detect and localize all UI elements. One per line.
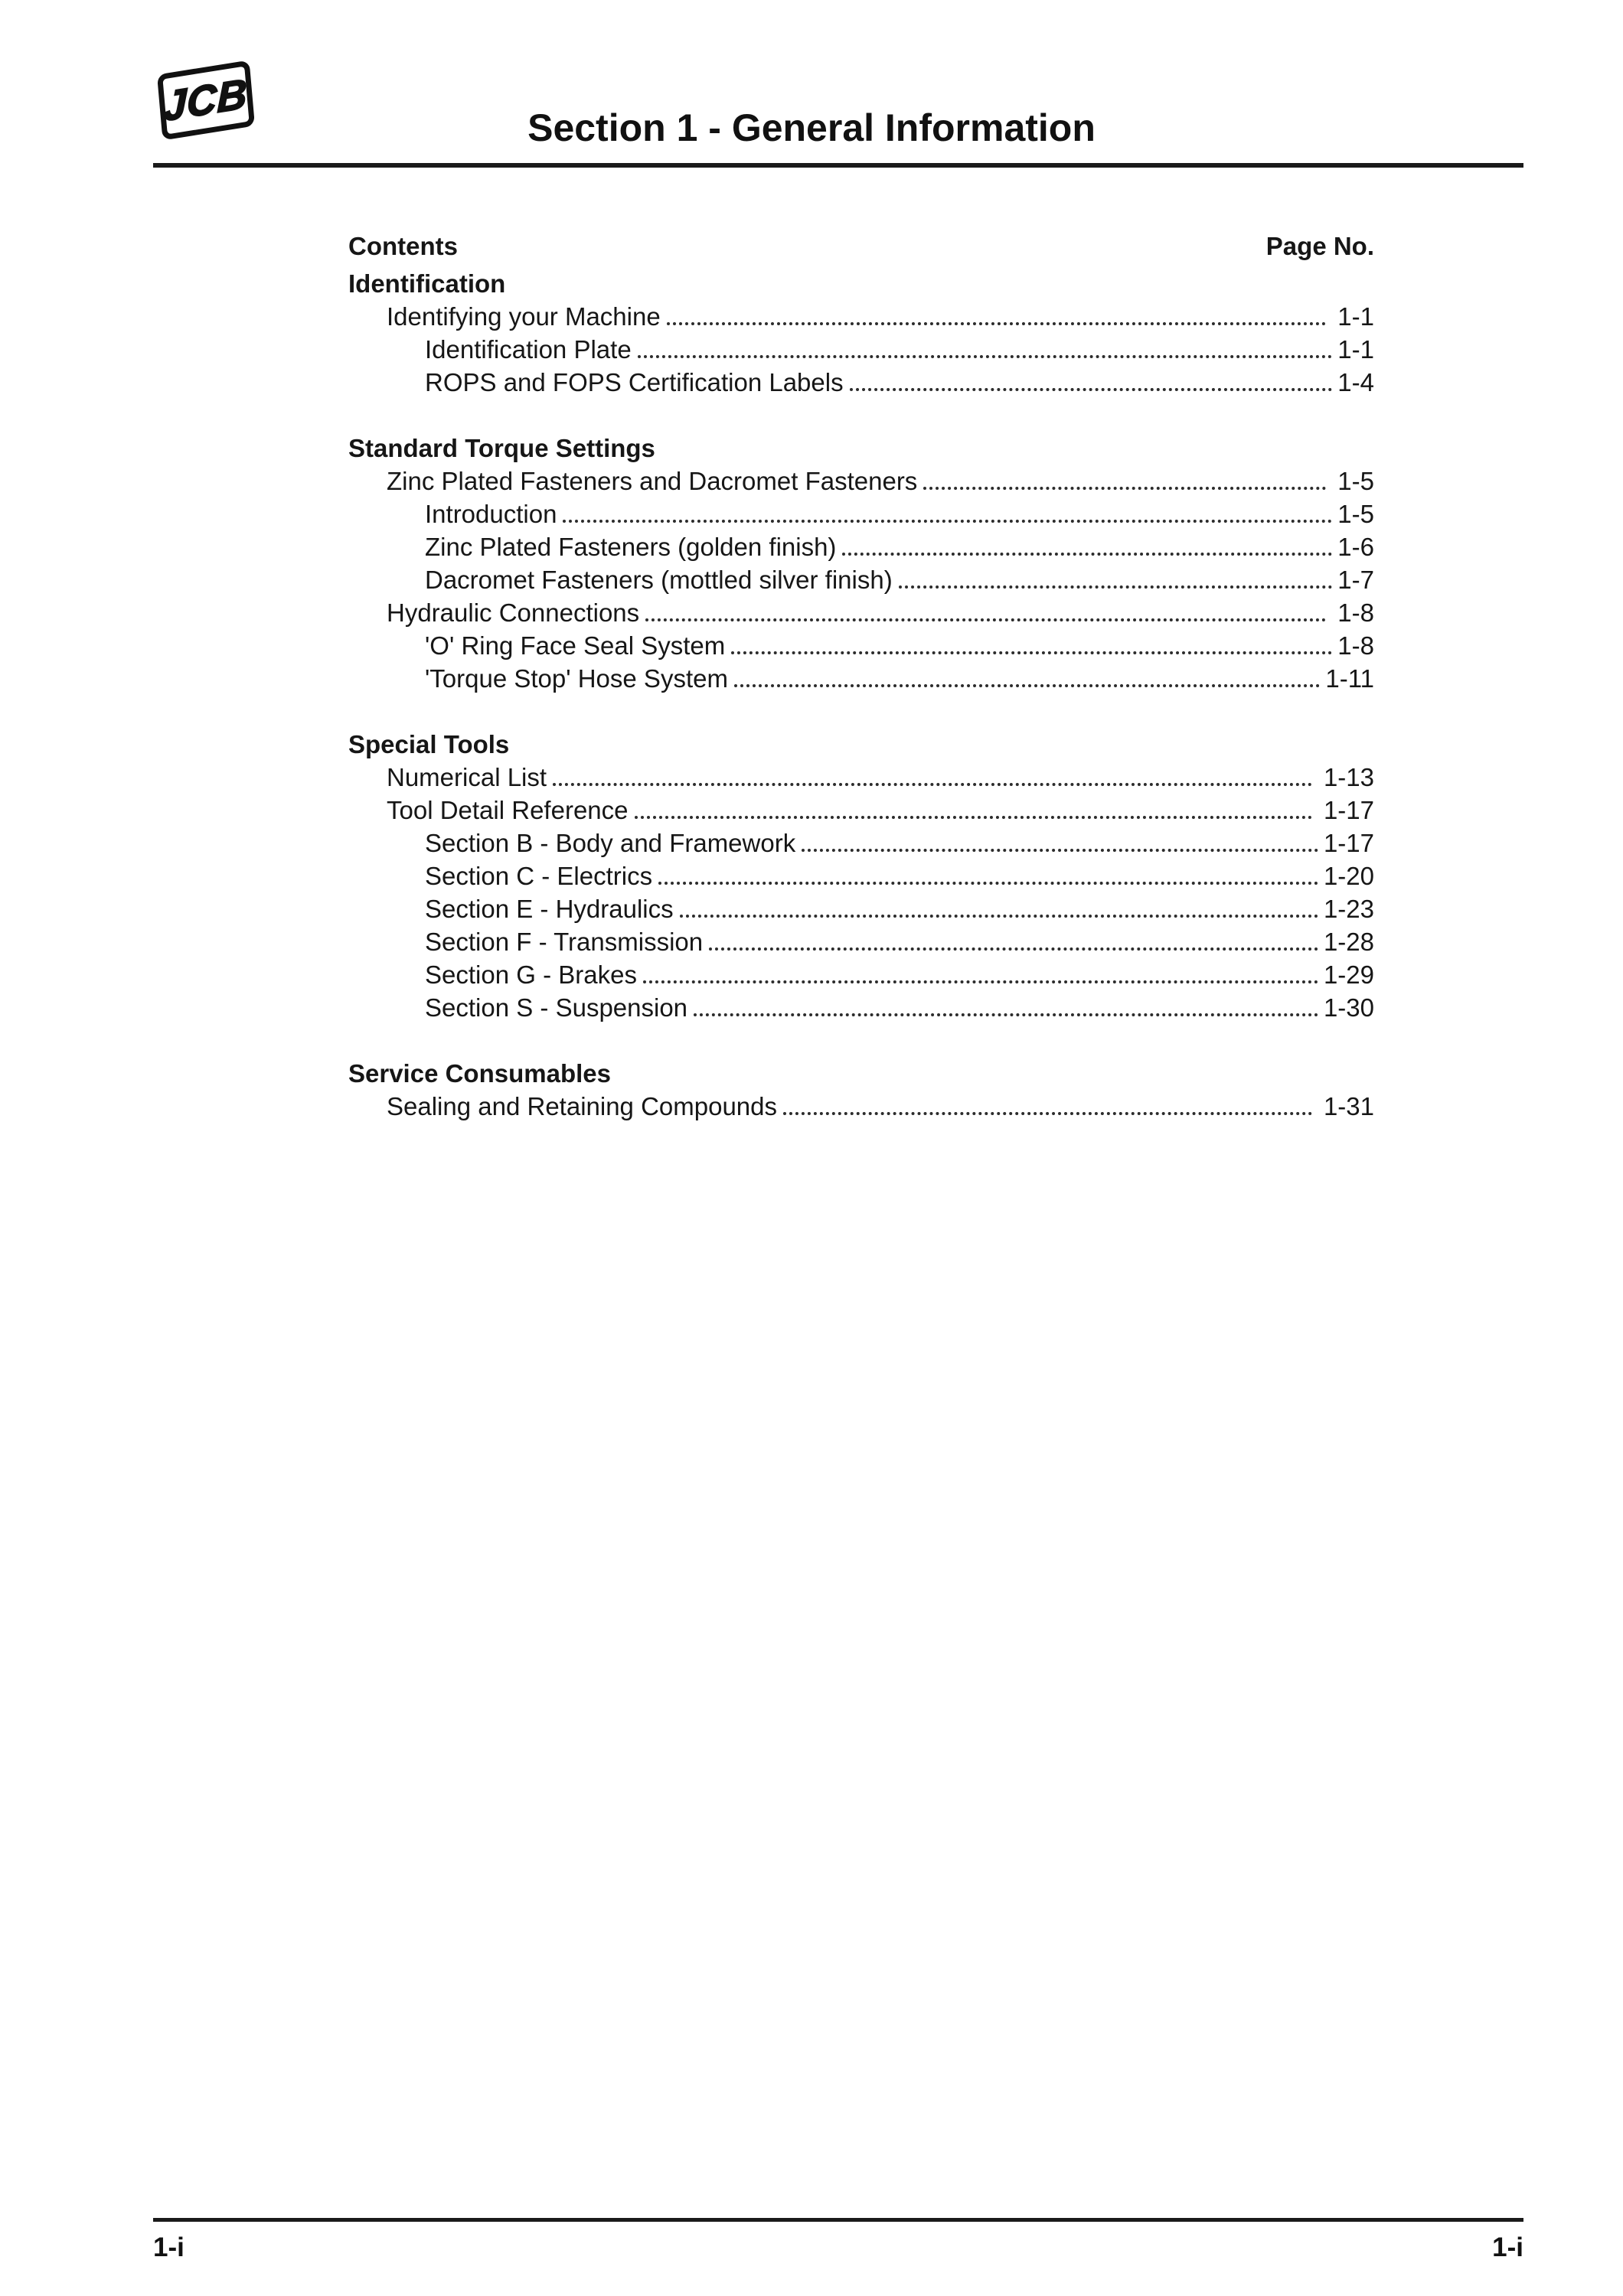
toc-entry-page: 1-30 [1323,993,1374,1022]
toc-entry [348,465,1374,497]
toc-entry-page: 1-7 [1337,566,1374,594]
toc-section [348,267,1374,399]
toc-entry-label: Section S - Suspension [425,993,688,1022]
toc-entry-label: Sealing and Retaining Compounds [387,1092,778,1120]
dot-leader [850,388,1333,391]
dot-leader [709,947,1318,951]
header-divider [153,163,1523,168]
toc-entry-page: 1-1 [1337,335,1374,364]
footer-divider [153,2218,1523,2222]
toc-entry [348,991,1374,1024]
dot-leader [658,882,1318,885]
toc-entry-page: 1-20 [1323,862,1374,890]
toc-entry-label: ROPS and FOPS Certification Labels [425,368,844,396]
dot-leader [680,915,1318,918]
toc-entry [348,497,1374,530]
toc-entry [348,333,1374,366]
toc-entry-label: Section C - Electrics [425,862,653,890]
table-of-contents [348,230,1374,1123]
toc-section [348,432,1374,695]
toc-header-row [348,230,1374,263]
toc-entry-page: 1-4 [1337,368,1374,396]
footer-page-number-left: 1-i [153,2232,185,2262]
toc-entry-label: Section E - Hydraulics [425,895,674,923]
contents-label: Contents [348,232,458,260]
toc-section-heading: Special Tools [348,730,510,758]
dot-leader [643,980,1318,983]
toc-entry-label: Zinc Plated Fasteners (golden finish) [425,533,837,561]
toc-entry-label: Zinc Plated Fasteners and Dacromet Fasteners [387,467,918,495]
toc-entry [348,794,1374,827]
toc-entry [348,366,1374,399]
toc-entry [348,859,1374,892]
toc-entry-label: Section B - Body and Framework [425,829,796,857]
footer-page-number-right: 1-i [1492,2232,1523,2262]
toc-entry [348,662,1374,695]
dot-leader [734,684,1320,687]
toc-entry [348,925,1374,958]
toc-entry-label: Numerical List [387,763,547,791]
toc-entry-page: 1-23 [1323,895,1374,923]
toc-section-heading: Standard Torque Settings [348,434,655,462]
dot-leader [694,1013,1318,1016]
toc-entry [348,892,1374,925]
toc-entry-page: 1-28 [1323,928,1374,956]
toc-entry-page: 1-6 [1337,533,1374,561]
dot-leader [553,783,1312,786]
toc-entry-page: 1-1 [1337,302,1374,331]
page-footer [153,2218,1523,2263]
toc-entry-page: 1-17 [1323,829,1374,857]
dot-leader [842,553,1332,556]
toc-section-heading: Service Consumables [348,1059,611,1088]
page-title: Section 1 - General Information [527,106,1096,149]
dot-leader [731,651,1332,654]
toc-entry [348,596,1374,629]
dot-leader [635,816,1312,819]
toc-entry [348,300,1374,333]
toc-entry-label: Tool Detail Reference [387,796,629,824]
toc-entry-page: 1-8 [1337,598,1374,627]
toc-entry-page: 1-13 [1323,763,1374,791]
toc-entry [348,958,1374,991]
dot-leader [645,618,1326,621]
toc-entry [348,563,1374,596]
dot-leader [923,487,1326,490]
dot-leader [783,1112,1312,1115]
dot-leader [638,355,1333,358]
toc-entry [348,1090,1374,1123]
toc-entry-page: 1-11 [1325,664,1374,693]
toc-entry [348,827,1374,859]
toc-entry-label: 'Torque Stop' Hose System [425,664,728,693]
toc-entry-page: 1-17 [1323,796,1374,824]
toc-section [348,728,1374,1024]
toc-entry-page: 1-5 [1337,500,1374,528]
toc-entry-label: Dacromet Fasteners (mottled silver finish) [425,566,893,594]
toc-entry-label: Identification Plate [425,335,632,364]
toc-entry-label: Section F - Transmission [425,928,704,956]
dot-leader [563,520,1332,523]
page-no-label: Page No. [1265,232,1374,260]
toc-entry-page: 1-29 [1323,960,1374,989]
dot-leader [667,322,1327,325]
toc-entry-page: 1-8 [1337,631,1374,660]
toc-entry [348,761,1374,794]
dot-leader [802,849,1318,852]
toc-entry-label: 'O' Ring Face Seal System [425,631,726,660]
toc-entry-label: Section G - Brakes [425,960,637,989]
toc-entry [348,629,1374,662]
jcb-logo-text: JCB [163,70,249,131]
toc-section [348,1057,1374,1123]
toc-entry-label: Identifying your Machine [387,302,661,331]
dot-leader [899,585,1333,589]
toc-entry-page: 1-5 [1337,467,1374,495]
toc-entry-page: 1-31 [1323,1092,1374,1120]
toc-entry-label: Hydraulic Connections [387,598,640,627]
toc-section-heading: Identification [348,269,506,298]
toc-entry [348,530,1374,563]
toc-entry-label: Introduction [425,500,557,528]
toc-body [348,267,1374,1123]
